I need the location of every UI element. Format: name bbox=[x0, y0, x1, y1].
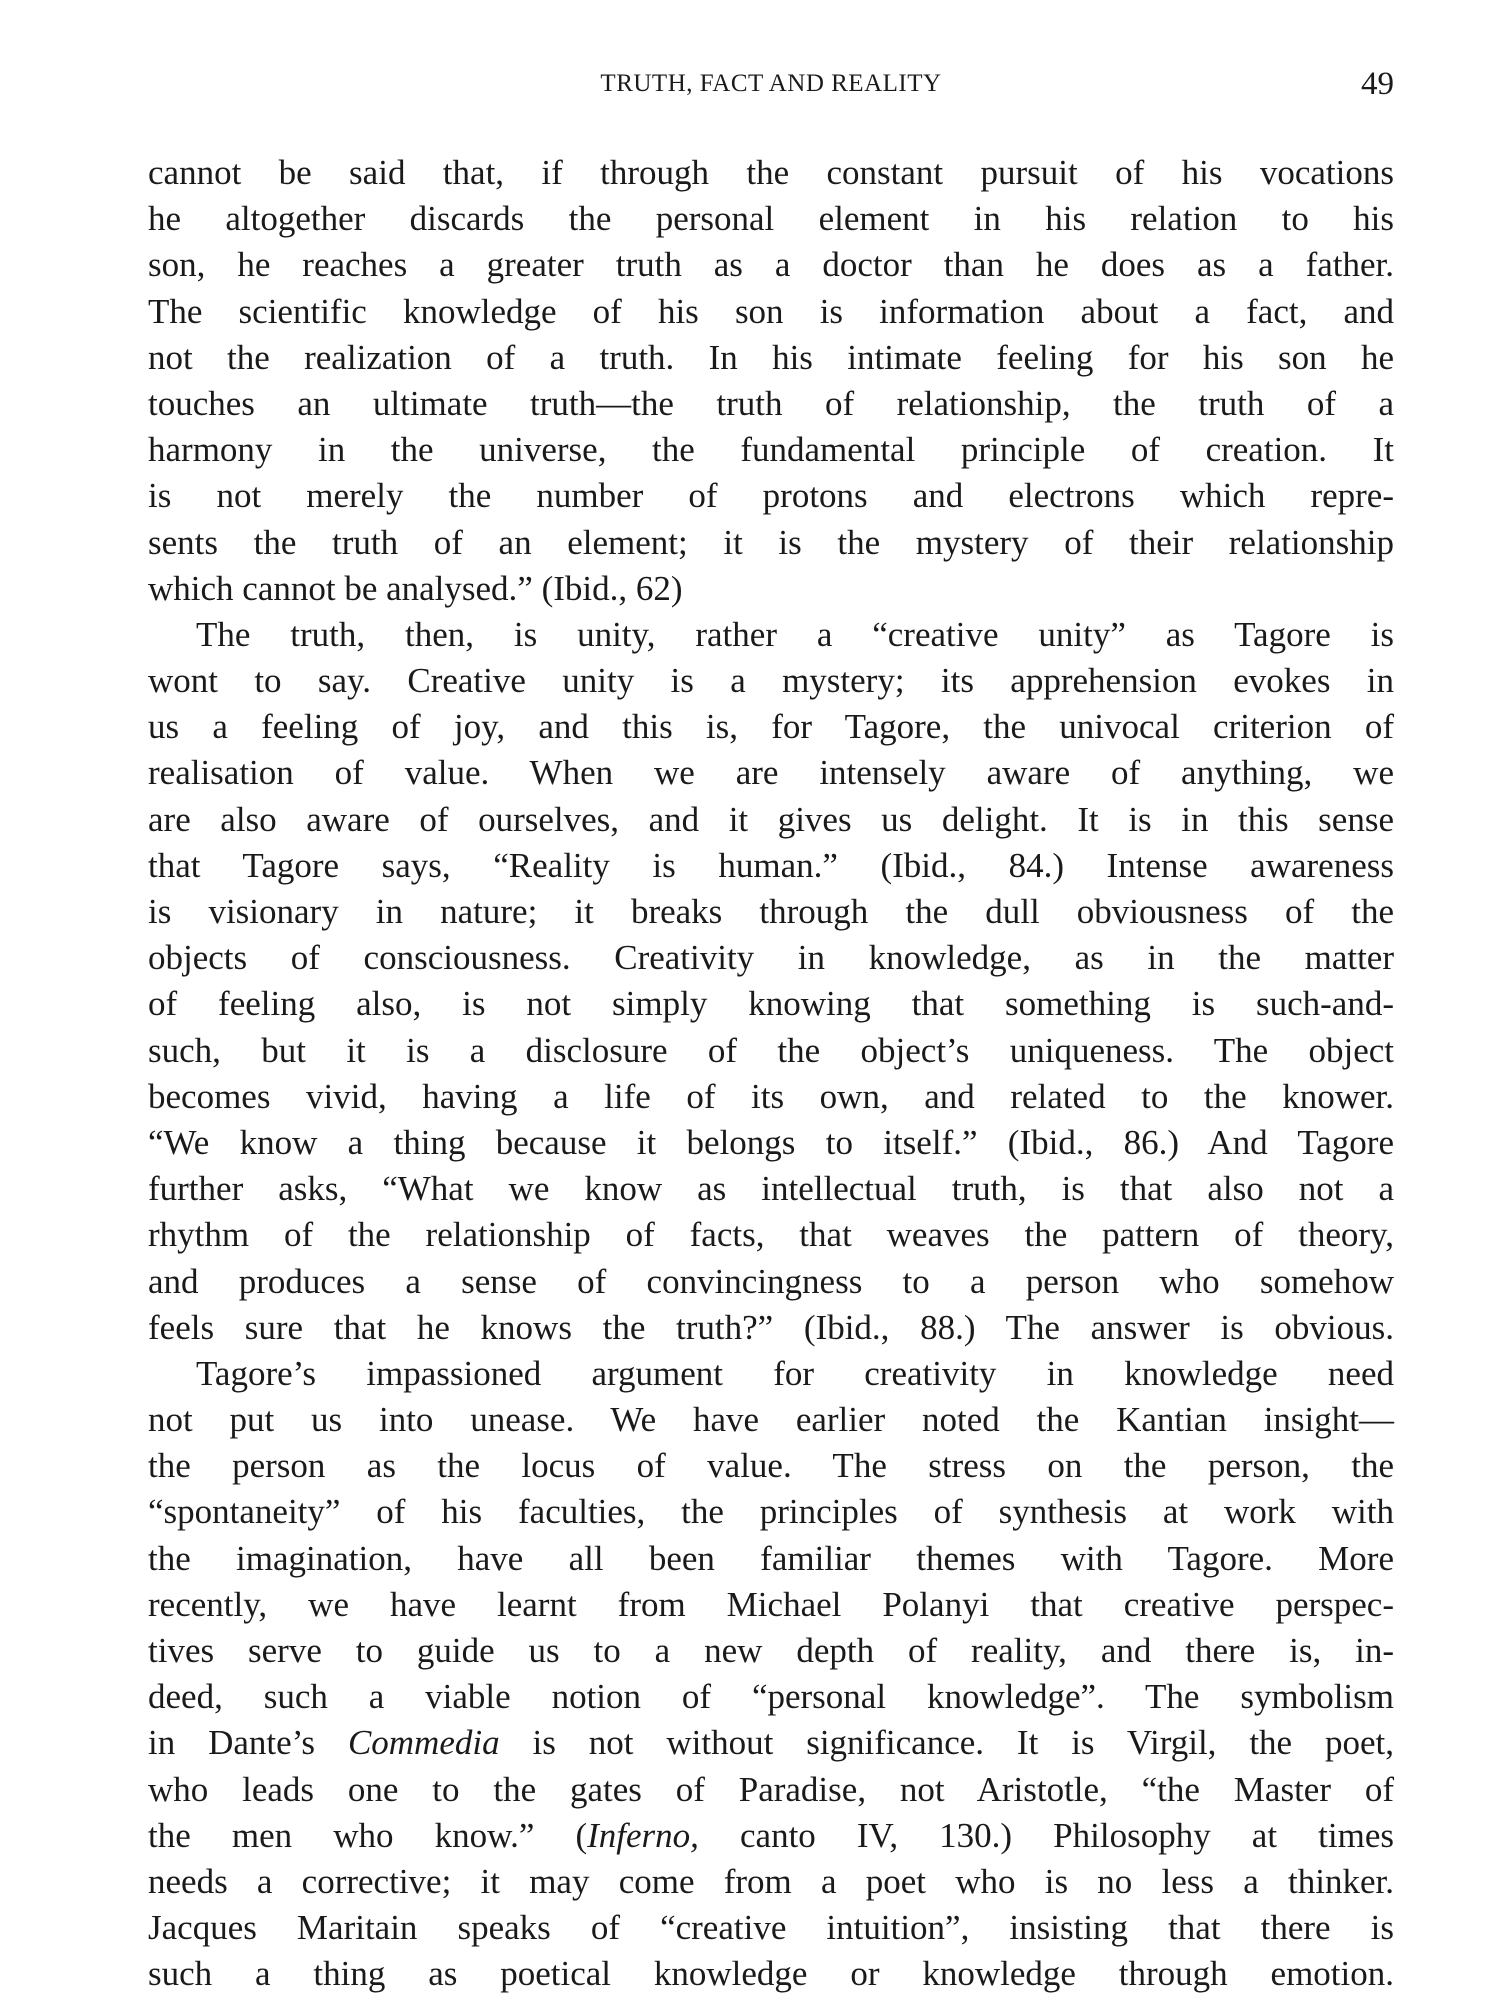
running-title: TRUTH, FACT AND REALITY bbox=[600, 70, 942, 97]
text-line: becomes vivid, having a life of its own, and related to the knower. bbox=[148, 1076, 1394, 1116]
text-run: canto IV, 130.) Philosophy at times bbox=[698, 1815, 1394, 1855]
text-line: that Tagore says, “Reality is human.” (Ibid., 84.) Intense awareness bbox=[148, 845, 1394, 885]
text-line: us a feeling of joy, and this is, for Tagore, the univocal criterion of bbox=[148, 707, 1394, 747]
text-line: which cannot be analysed.” (Ibid., 62) bbox=[148, 568, 683, 608]
text-line: deed, such a viable notion of “personal knowledge”. The symbolism bbox=[148, 1677, 1394, 1717]
text-line: son, he reaches a greater truth as a doctor than he does as a father. bbox=[148, 245, 1394, 285]
text-line: needs a corrective; it may come from a poet who is no less a thinker. bbox=[148, 1861, 1394, 1901]
text-line: are also aware of ourselves, and it gives us delight. It is in this sense bbox=[148, 799, 1394, 839]
text-line: tives serve to guide us to a new depth of reality, and there is, in- bbox=[148, 1631, 1394, 1670]
text-line: is visionary in nature; it breaks through the dull obviousness of the bbox=[148, 892, 1394, 931]
text-line: further asks, “What we know as intellectual truth, is that also not a bbox=[148, 1169, 1394, 1209]
italic-title: Inferno, bbox=[587, 1815, 699, 1855]
text-line: touches an ultimate truth—the truth of relationship, the truth of a bbox=[148, 383, 1394, 423]
text-line: is not merely the number of protons and electrons which repre- bbox=[148, 476, 1394, 516]
text-line: not the realization of a truth. In his intimate feeling for his son he bbox=[148, 337, 1394, 377]
text-line: cannot be said that, if through the constant pursuit of his vocations bbox=[148, 153, 1394, 192]
text-line: the imagination, have all been familiar themes with Tagore. More bbox=[148, 1538, 1394, 1578]
text-line: such, but it is a disclosure of the object’s uniqueness. The object bbox=[148, 1030, 1394, 1070]
text-line: sents the truth of an element; it is the mystery of their relationship bbox=[148, 522, 1394, 562]
text-line: “We know a thing because it belongs to itself.” (Ibid., 86.) And Tagore bbox=[148, 1122, 1394, 1162]
text-line: Jacques Maritain speaks of “creative intuition”, insisting that there is bbox=[148, 1908, 1394, 1948]
text-line: rhythm of the relationship of facts, that weaves the pattern of theory, bbox=[148, 1215, 1394, 1255]
text-line: of feeling also, is not simply knowing that something is such-and- bbox=[148, 984, 1394, 1024]
text-line: recently, we have learnt from Michael Polanyi that creative perspec- bbox=[148, 1584, 1394, 1624]
italic-title: Commedia bbox=[347, 1723, 500, 1763]
text-line: he altogether discards the personal element in his relation to his bbox=[148, 199, 1394, 239]
running-head bbox=[148, 66, 1394, 106]
text-line: The scientific knowledge of his son is information about a fact, and bbox=[148, 291, 1394, 331]
text-run: in Dante’s bbox=[148, 1723, 348, 1763]
paragraph-first-line: Tagore’s impassioned argument for creativity in knowledge need bbox=[196, 1353, 1394, 1393]
text-line: such a thing as poetical knowledge or knowledge through emotion. bbox=[148, 1954, 1394, 1994]
text-line: realisation of value. When we are intensely aware of anything, we bbox=[148, 753, 1394, 793]
text-line: “spontaneity” of his faculties, the principles of synthesis at work with bbox=[148, 1492, 1394, 1532]
text-run: the men who know.” ( bbox=[148, 1815, 588, 1855]
text-line: who leads one to the gates of Paradise, not Aristotle, “the Master of bbox=[148, 1769, 1394, 1809]
text-line: wont to say. Creative unity is a mystery; its apprehension evokes in bbox=[148, 661, 1394, 701]
text-line: and produces a sense of convincingness to a person who somehow bbox=[148, 1261, 1394, 1301]
text-line-with-title bbox=[148, 1720, 1394, 1766]
text-line: not put us into unease. We have earlier noted the Kantian insight— bbox=[148, 1400, 1394, 1440]
text-line-with-title bbox=[148, 1813, 1394, 1859]
text-line: the person as the locus of value. The stress on the person, the bbox=[148, 1446, 1394, 1486]
text-line: harmony in the universe, the fundamental principle of creation. It bbox=[148, 430, 1394, 470]
page-number: 49 bbox=[1361, 66, 1394, 102]
paragraph-first-line: The truth, then, is unity, rather a “creative unity” as Tagore is bbox=[196, 614, 1394, 654]
body-text bbox=[148, 150, 1394, 1998]
text-line: objects of consciousness. Creativity in knowledge, as in the matter bbox=[148, 938, 1394, 978]
text-run: is not without significance. It is Virgil, the poet, bbox=[499, 1723, 1394, 1763]
text-line: feels sure that he knows the truth?” (Ibid., 88.) The answer is obvious. bbox=[148, 1307, 1394, 1347]
